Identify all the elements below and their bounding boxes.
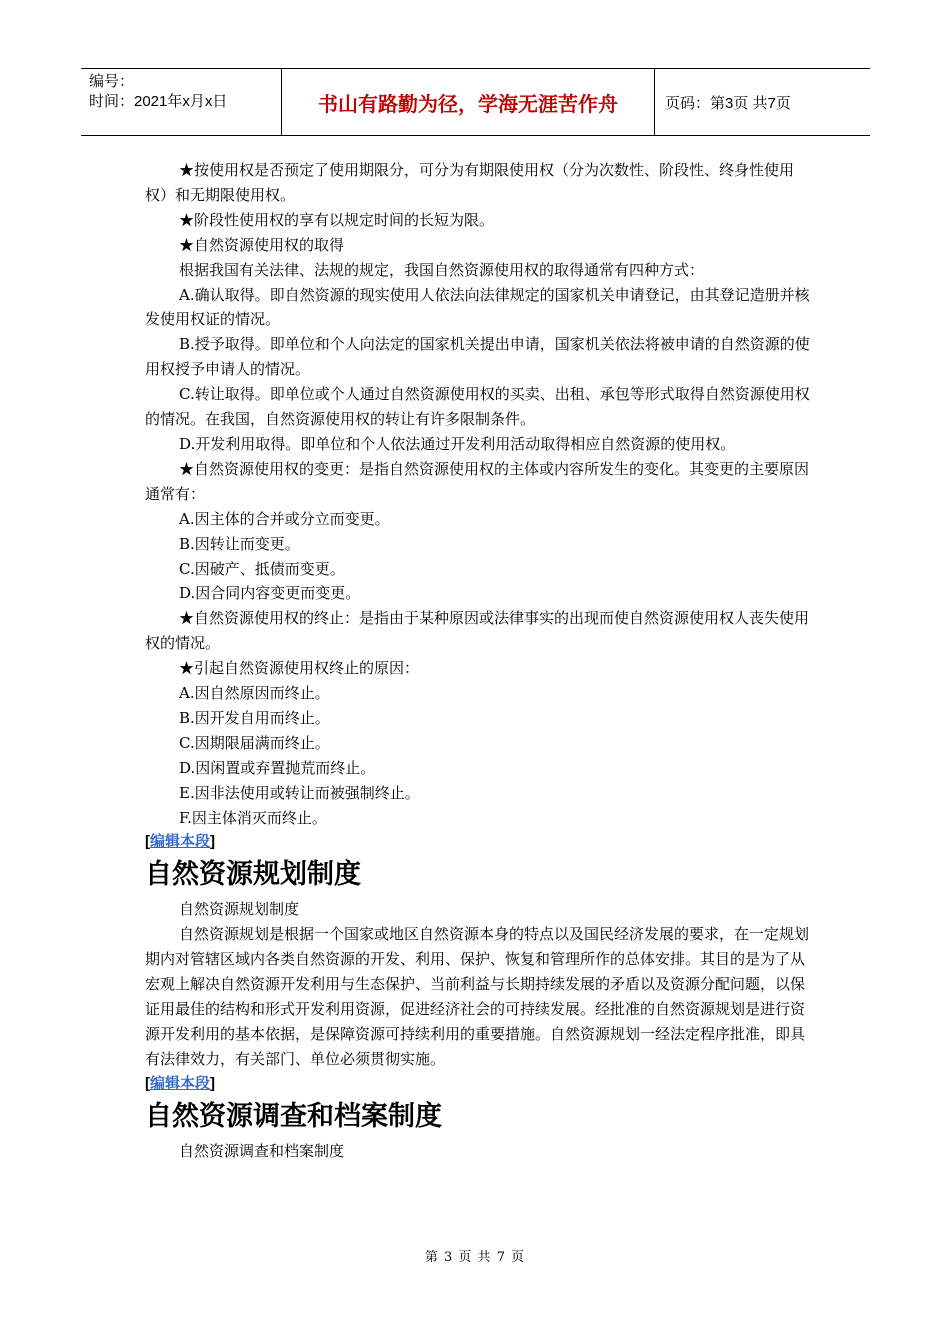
paragraph: B.授予取得。即单位和个人向法定的国家机关提出申请，国家机关依法将被申请的自然资源的使用权授予申请人的情况。 — [145, 335, 810, 379]
header-meta — [81, 69, 282, 135]
section-usage-rights — [145, 158, 815, 830]
paragraph: D.开发利用取得。即单位和个人依法通过开发利用活动取得相应自然资源的使用权。 — [179, 434, 736, 453]
page-footer: 第 3 页 共 7 页 — [424, 1250, 526, 1265]
document-body — [145, 158, 815, 1164]
list-item: D.因闲置或弃置抛荒而终止。 — [179, 758, 376, 777]
paragraph: 自然资源调查和档案制度 — [179, 1141, 345, 1160]
header-page-info: 页码：第3页 共7页 — [665, 94, 791, 112]
edit-section-button[interactable]: 编辑本段 — [150, 833, 211, 851]
paragraph: C.转让取得。即单位或个人通过自然资源使用权的买卖、出租、承包等形式取得自然资源使用权的情况。在我国，自然资源使用权的转让有许多限制条件。 — [145, 385, 810, 429]
list-item: D.因合同内容变更而变更。 — [179, 584, 361, 603]
list-item: F.因主体消灭而终止。 — [179, 808, 327, 827]
list-item: C.因期限届满而终止。 — [179, 733, 330, 752]
paragraph: 自然资源规划制度 — [179, 900, 300, 919]
paragraph: ★引起自然资源使用权终止的原因： — [179, 659, 420, 678]
paragraph: ★自然资源使用权的终止：是指由于某种原因或法律事实的出现而使自然资源使用权人丧失使用权的情况。 — [145, 609, 810, 653]
paragraph: 根据我国有关法律、法规的规定，我国自然资源使用权的取得通常有四种方式： — [179, 260, 705, 279]
list-item: A.因主体的合并或分立而变更。 — [179, 509, 390, 528]
paragraph: 自然资源规划是根据一个国家或地区自然资源本身的特点以及国民经济发展的要求，在一定规划期内对管辖区域内各类自然资源的开发、利用、保护、恢复和管理所作的总体安排。其目的是为了从宏观上解决自然资源开发利用与生态保护、当前利益与长期持续发展的矛盾以及资源分配问题，以保证用最佳的结构和形式开发利用资源，促进经济社会的可持续发展。经批准的自然资源规划是进行资源开发利用的基本依据，是保障资源可持续利用的重要措施。自然资源规划一经法定程序批准，即具有法律效力，有关部门、单位必须贯彻实施。 — [145, 925, 810, 1068]
edit-section-button[interactable]: 编辑本段 — [150, 1074, 211, 1092]
doc-date: 时间：2021年x月x日 — [89, 93, 228, 110]
edit-section-link: [编辑本段] — [145, 1074, 216, 1092]
page-header — [81, 68, 870, 136]
section-heading-planning: 自然资源规划制度 — [145, 859, 361, 891]
edit-section-link: [编辑本段] — [145, 833, 216, 851]
header-motto: 书山有路勤为径，学海无涯苦作舟 — [282, 69, 655, 135]
list-item: E.因非法使用或转让而被强制终止。 — [179, 783, 420, 802]
list-item: B.因开发自用而终止。 — [179, 708, 330, 727]
paragraph: ★按使用权是否预定了使用期限分，可分为有期限使用权（分为次数性、阶段性、终身性使用权）和无期限使用权。 — [145, 161, 795, 204]
list-item: C.因破产、抵债而变更。 — [179, 559, 345, 578]
list-item: A.因自然原因而终止。 — [179, 684, 330, 703]
list-item: B.因转让而变更。 — [179, 534, 300, 553]
paragraph: ★自然资源使用权的变更：是指自然资源使用权的主体或内容所发生的变化。其变更的主要原因通常有： — [145, 459, 810, 503]
paragraph: ★自然资源使用权的取得 — [179, 235, 345, 254]
doc-number: 编号： — [89, 73, 135, 90]
paragraph: A.确认取得。即自然资源的现实使用人依法向法律规定的国家机关申请登记，由其登记造册并核发使用权证的情况。 — [145, 285, 810, 329]
section-heading-survey-archive: 自然资源调查和档案制度 — [145, 1100, 442, 1132]
paragraph: ★阶段性使用权的享有以规定时间的长短为限。 — [179, 210, 495, 229]
